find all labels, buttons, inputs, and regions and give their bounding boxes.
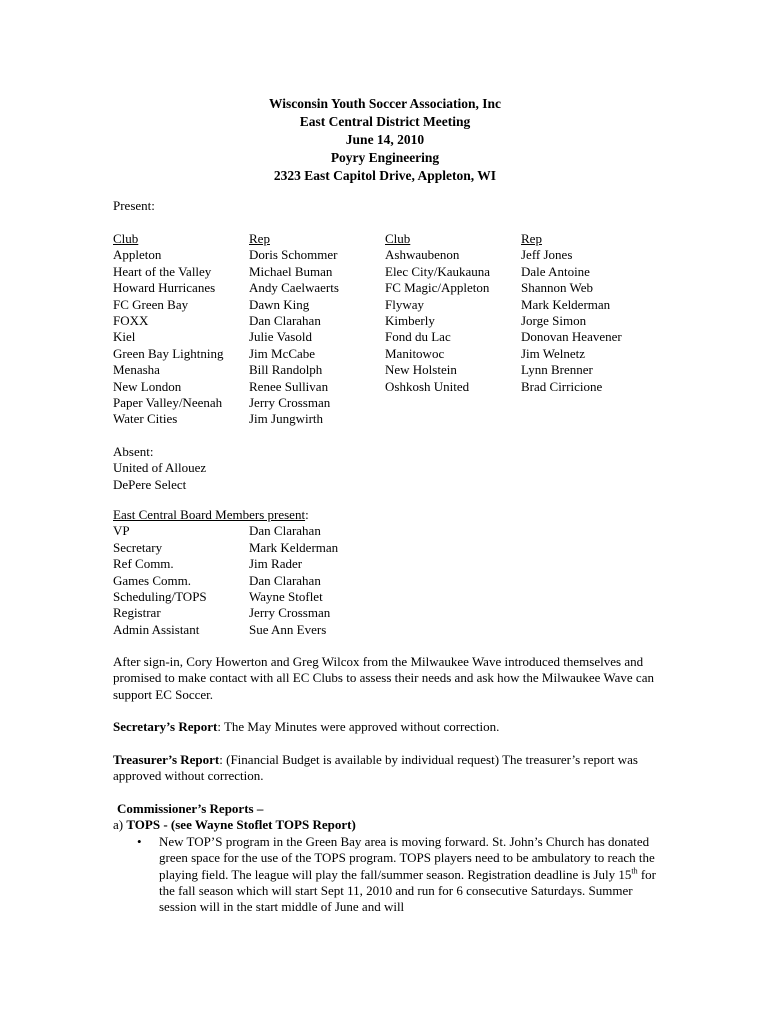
board-role: VP <box>113 523 130 539</box>
absent-club: United of Allouez <box>113 460 207 476</box>
commissioner-reports <box>113 801 673 916</box>
board-member: Jerry Crossman <box>249 605 331 621</box>
rep-name: Dawn King <box>249 296 310 312</box>
present-right-clubs <box>385 231 490 395</box>
club-name: Water Cities <box>113 411 178 427</box>
rep-name: Dale Antoine <box>521 263 590 279</box>
rep-name: Doris Schommer <box>249 247 338 263</box>
club-column-header: Club <box>113 231 139 246</box>
tops-heading: a) TOPS - (see Wayne Stoflet TOPS Report) <box>113 817 356 833</box>
club-name: Elec City/Kaukauna <box>385 263 491 279</box>
board-names <box>249 523 338 638</box>
rep-name: Jim Welnetz <box>521 345 586 361</box>
board-member: Sue Ann Evers <box>249 621 327 637</box>
intro-paragraph: After sign-in, Cory Howerton and Greg Wilcox from the Milwaukee Wave introduced themselves and promised to make contact with all EC Clubs to assess their needs and ask how the Milwaukee Wave can support EC Soccer. <box>113 654 654 702</box>
rep-name: Renee Sullivan <box>249 378 329 394</box>
board-member: Wayne Stoflet <box>249 589 323 605</box>
absent-club: DePere Select <box>113 476 187 492</box>
club-name: Kimberly <box>385 313 435 329</box>
board-role: Games Comm. <box>113 572 191 588</box>
rep-name: Julie Vasold <box>249 329 312 345</box>
rep-column-header: Rep <box>521 231 542 246</box>
club-name: New London <box>113 378 182 394</box>
board-member: Mark Kelderman <box>249 539 339 555</box>
rep-name: Jeff Jones <box>521 247 573 263</box>
secretary-report: Secretary’s Report: The May Minutes were approved without correction. <box>113 719 500 734</box>
rep-name: Michael Buman <box>249 263 333 279</box>
rep-name: Mark Kelderman <box>521 296 611 312</box>
club-name: Appleton <box>113 247 162 263</box>
org-name: Wisconsin Youth Soccer Association, Inc <box>269 96 501 111</box>
secretary-report-label: Secretary’s Report <box>113 719 218 734</box>
rep-name: Lynn Brenner <box>521 362 593 378</box>
present-left-clubs <box>113 231 223 428</box>
club-name: Green Bay Lightning <box>113 345 224 361</box>
club-name: Fond du Lac <box>385 329 451 345</box>
board-role: Secretary <box>113 539 163 555</box>
treasurer-report-label: Treasurer’s Report <box>113 752 220 767</box>
board-heading: East Central Board Members present: <box>113 507 309 522</box>
club-column-header: Club <box>385 231 411 246</box>
rep-name: Brad Cirricione <box>521 378 603 394</box>
meeting-date: June 14, 2010 <box>345 132 425 147</box>
rep-name: Andy Caelwaerts <box>249 280 339 296</box>
club-name: New Holstein <box>385 362 457 378</box>
rep-name: Jerry Crossman <box>249 395 331 411</box>
treasurer-report: Treasurer’s Report: (Financial Budget is available by individual request) The treasurer’s report was approved without correction. <box>113 752 638 784</box>
club-name: FOXX <box>113 313 149 329</box>
present-left-reps <box>249 231 339 428</box>
list-item: • New TOP’S program in the Green Bay area is moving forward. St. John’s Church has donated green space for the use of the TOPS program. TOPS players need to be ambulatory to reach the playing field. The league will play the fall/summer season. Registration deadline is July 15th for the fall season which will start Sept 11, 2010 and run for 6 consecutive Saturdays. Summer session will in the start middle of June and will <box>137 833 657 915</box>
board-member: Jim Rader <box>249 556 303 572</box>
board-role: Scheduling/TOPS <box>113 589 207 605</box>
commissioner-heading: Commissioner’s Reports – <box>117 801 264 816</box>
rep-name: Jorge Simon <box>521 313 587 329</box>
rep-column-header: Rep <box>249 231 270 246</box>
board-role: Admin Assistant <box>113 621 200 637</box>
rep-name: Dan Clarahan <box>249 313 321 329</box>
present-right-reps <box>521 231 622 395</box>
rep-name: Bill Randolph <box>249 362 323 378</box>
tops-list <box>113 834 673 916</box>
club-name: Paper Valley/Neenah <box>113 395 223 411</box>
club-name: Flyway <box>385 296 424 312</box>
club-name: Menasha <box>113 362 160 378</box>
club-name: FC Magic/Appleton <box>385 280 490 296</box>
absent-label: Absent: <box>113 444 154 459</box>
club-name: Kiel <box>113 329 136 345</box>
rep-name: Jim Jungwirth <box>249 411 324 427</box>
board-member: Dan Clarahan <box>249 572 321 588</box>
club-name: FC Green Bay <box>113 296 189 312</box>
absent-section <box>113 444 206 493</box>
rep-name: Donovan Heavener <box>521 329 622 345</box>
present-label: Present: <box>113 198 155 213</box>
meeting-title: East Central District Meeting <box>299 114 471 129</box>
meeting-venue: Poyry Engineering <box>330 150 440 165</box>
club-name: Ashwaubenon <box>385 247 460 263</box>
rep-name: Shannon Web <box>521 280 594 296</box>
club-name: Howard Hurricanes <box>113 280 216 296</box>
club-name: Manitowoc <box>385 345 445 361</box>
meeting-address: 2323 East Capitol Drive, Appleton, WI <box>273 168 497 183</box>
rep-name: Jim McCabe <box>249 345 316 361</box>
board-role: Ref Comm. <box>113 556 174 572</box>
board-role: Registrar <box>113 605 161 621</box>
bullet-icon: • <box>137 833 142 849</box>
board-member: Dan Clarahan <box>249 523 321 539</box>
meeting-header <box>0 95 770 185</box>
club-name: Heart of the Valley <box>113 263 212 279</box>
club-name: Oshkosh United <box>385 378 470 394</box>
